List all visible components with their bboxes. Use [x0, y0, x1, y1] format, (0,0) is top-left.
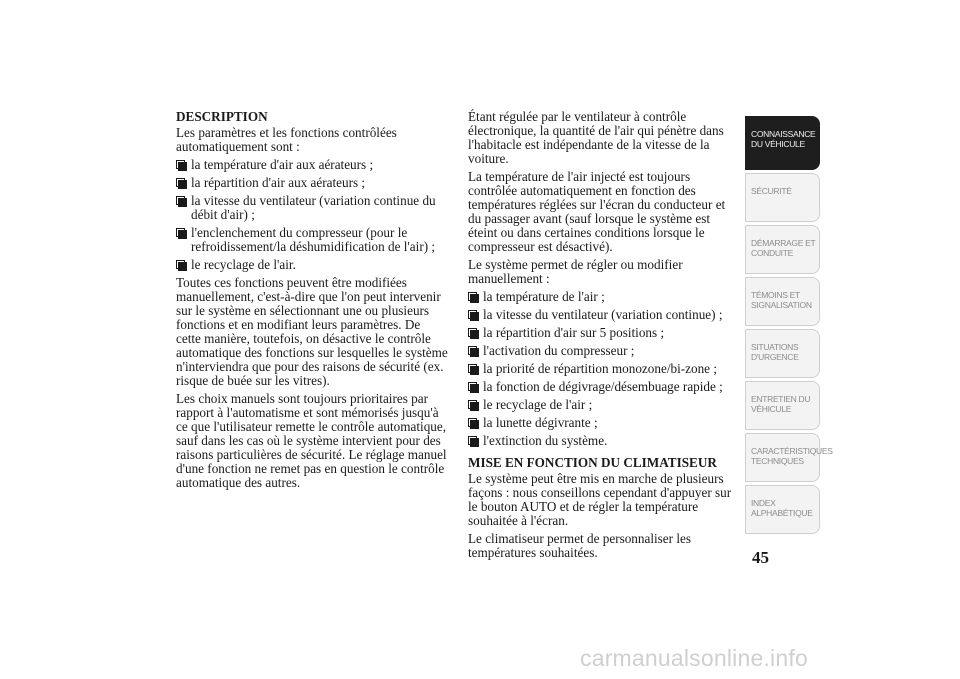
manual-override-paragraph: Toutes ces fonctions peuvent être modifiées manuellement, c'est-à-dire que l'on peut intervenir sur le système en sélectionnant une ou plusieurs fonctions et en modifiant leurs paramètres. De cette manière, toutefois, on désactive le contrôle automatique des fonctions sur lesquelles le système n'interviendra que pour des raisons de sécurité (ex. risque de buée sur les vitres). — [176, 275, 448, 388]
checkbox-bullet-icon — [468, 418, 477, 427]
manual-settings-list — [468, 290, 738, 448]
list-item: la vitesse du ventilateur (variation continue) ; — [468, 308, 738, 322]
checkbox-bullet-icon — [468, 328, 477, 337]
tab-securite[interactable]: SÉCURITÉ — [745, 173, 820, 222]
climatiseur-heading: MISE EN FONCTION DU CLIMATISEUR — [468, 455, 717, 470]
list-item: le recyclage de l'air ; — [468, 398, 738, 412]
auto-functions-list — [176, 158, 448, 272]
list-item: l'activation du compresseur ; — [468, 344, 738, 358]
checkbox-bullet-icon — [176, 196, 185, 205]
list-item: la température d'air aux aérateurs ; — [176, 158, 448, 172]
list-item: la répartition d'air sur 5 positions ; — [468, 326, 738, 340]
checkbox-bullet-icon — [468, 400, 477, 409]
list-item: l'enclenchement du compresseur (pour le refroidissement/la déshumidification de l'air) ; — [176, 226, 448, 254]
personalize-paragraph: Le climatiseur permet de personnaliser les températures souhaitées. — [468, 531, 692, 560]
list-item: la priorité de répartition monozone/bi-zone ; — [468, 362, 738, 376]
checkbox-bullet-icon — [468, 382, 477, 391]
list-item: le recyclage de l'air. — [176, 258, 448, 272]
page-number: 45 — [752, 548, 769, 567]
list-item: la fonction de dégivrage/désembuage rapide ; — [468, 380, 738, 394]
manual-settings-intro: Le système permet de régler ou modifier manuellement : — [468, 257, 683, 286]
right-column — [468, 110, 738, 564]
tab-index-alphabetique[interactable]: INDEX ALPHABÉTIQUE — [745, 485, 820, 534]
tab-temoins-et-signalisation[interactable]: TÉMOINS ET SIGNALISATION — [745, 277, 820, 326]
description-heading: DESCRIPTION — [176, 109, 268, 124]
startup-paragraph: Le système peut être mis en marche de plusieurs façons : nous conseillons cependant d'appuyer sur le bouton AUTO et de régler la température souhaitée à l'écran. — [468, 471, 732, 528]
checkbox-bullet-icon — [176, 160, 185, 169]
list-item: l'extinction du système. — [468, 434, 738, 448]
tab-situations-durgence[interactable]: SITUATIONS D'URGENCE — [745, 329, 820, 378]
checkbox-bullet-icon — [176, 260, 185, 269]
watermark: carmanualsonline.info — [580, 645, 808, 671]
intro-paragraph: Les paramètres et les fonctions contrôlées automatiquement sont : — [176, 125, 397, 154]
checkbox-bullet-icon — [468, 364, 477, 373]
checkbox-bullet-icon — [468, 346, 477, 355]
temperature-paragraph: La température de l'air injecté est toujours contrôlée automatiquement en fonction des températures réglées sur l'écran du conducteur et du passager avant (sauf lorsque le système est éteint ou dans certaines conditions lorsque le compresseur est désactivé). — [468, 169, 726, 254]
checkbox-bullet-icon — [468, 310, 477, 319]
left-column — [176, 110, 448, 494]
ventilation-paragraph: Étant régulée par le ventilateur à contrôle électronique, la quantité de l'air qui pénètre dans l'habitacle est indépendante de la vitesse de la voiture. — [468, 109, 724, 166]
list-item: la vitesse du ventilateur (variation continue du débit d'air) ; — [176, 194, 448, 222]
tab-connaissance-du-vehicule[interactable]: CONNAISSANCE DU VÉHICULE — [745, 116, 820, 170]
chapter-tabs — [745, 116, 833, 537]
tab-caracteristiques-techniques[interactable]: CARACTÉRISTIQUES TECHNIQUES — [745, 433, 820, 482]
list-item: la lunette dégivrante ; — [468, 416, 738, 430]
checkbox-bullet-icon — [176, 228, 185, 237]
priority-paragraph: Les choix manuels sont toujours prioritaires par rapport à l'automatisme et sont mémorisés jusqu'à ce que l'utilisateur remette le contrôle automatique, sauf dans les cas où le système intervient pour des raisons particulières de sécurité. Le réglage manuel d'une fonction ne remet pas en question le contrôle automatique des autres. — [176, 391, 447, 490]
tab-entretien-du-vehicule[interactable]: ENTRETIEN DU VÉHICULE — [745, 381, 820, 430]
checkbox-bullet-icon — [468, 436, 477, 445]
list-item: la répartition d'air aux aérateurs ; — [176, 176, 448, 190]
checkbox-bullet-icon — [176, 178, 185, 187]
list-item: la température de l'air ; — [468, 290, 738, 304]
checkbox-bullet-icon — [468, 292, 477, 301]
tab-demarrage-et-conduite[interactable]: DÉMARRAGE ET CONDUITE — [745, 225, 820, 274]
